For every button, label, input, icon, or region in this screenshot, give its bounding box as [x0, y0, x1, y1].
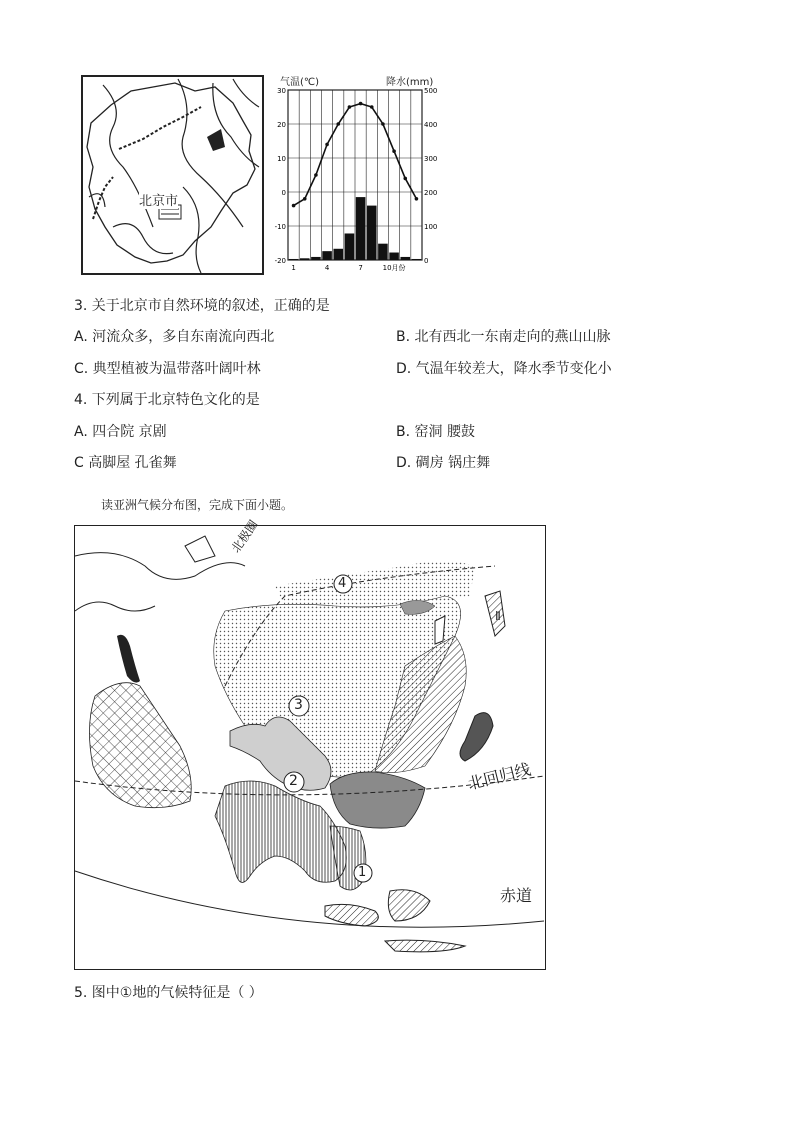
temperature-point: [370, 105, 374, 109]
question-4-option-d: D. 碉房 锅庄舞: [396, 455, 491, 471]
precipitation-tick-label: 0: [424, 257, 429, 265]
precipitation-bar: [400, 257, 410, 260]
zone-3-label: 3: [294, 697, 303, 713]
month-tick-label: 1: [291, 264, 296, 272]
zone-2-label: 2: [289, 773, 298, 789]
precipitation-bar: [289, 259, 299, 260]
precipitation-tick-label: 400: [424, 121, 438, 129]
temperature-point: [325, 143, 329, 147]
precipitation-axis-title: 降水(mm): [386, 77, 434, 88]
question-3-stem: 3. 关于北京市自然环境的叙述，正确的是: [74, 298, 330, 314]
temperature-point: [348, 105, 352, 109]
zone-4-label: 4: [338, 576, 347, 591]
temperature-axis-title: 气温(℃): [280, 77, 320, 88]
precipitation-bar: [389, 253, 399, 260]
roman-mark: Ⅱ: [495, 609, 501, 623]
precipitation-tick-label: 300: [424, 155, 438, 163]
temperature-point: [403, 177, 407, 181]
precipitation-tick-label: 500: [424, 87, 438, 95]
asia-climate-map: [74, 517, 546, 970]
question-3-option-b: B. 北有西北一东南走向的燕山山脉: [396, 329, 611, 345]
question-5-stem: 5. 图中①地的气候特征是（ ）: [74, 985, 263, 1001]
question-4-stem: 4. 下列属于北京特色文化的是: [74, 392, 260, 408]
temperature-point: [292, 204, 296, 208]
tropic-of-cancer-label: 北回归线: [465, 759, 533, 794]
precipitation-bar: [311, 257, 321, 260]
temperature-tick-label: 10: [277, 155, 286, 163]
climate-chart: [276, 70, 436, 282]
precipitation-bar: [367, 206, 377, 260]
temperature-point: [415, 197, 419, 201]
precipitation-bar: [322, 251, 332, 260]
precipitation-tick-label: 200: [424, 189, 438, 197]
precipitation-bar: [333, 249, 343, 260]
temperature-point: [359, 102, 363, 106]
temperature-point: [314, 173, 318, 177]
precipitation-bar: [345, 233, 355, 260]
month-tick-label: 4: [324, 264, 330, 272]
temperature-tick-label: 30: [277, 87, 286, 95]
beijing-map: [81, 75, 264, 275]
beijing-map-drawing: [83, 77, 262, 273]
question-4-option-a: A. 四合院 京剧: [74, 424, 167, 440]
question-3-option-d: D. 气温年较差大，降水季节变化小: [396, 361, 612, 377]
climate-chart-svg: [276, 70, 436, 282]
month-tick-label: 7: [358, 264, 363, 272]
map-intro: 读亚洲气候分布图，完成下面小题。: [101, 498, 294, 512]
precipitation-bar: [378, 244, 388, 260]
precipitation-bar: [356, 197, 366, 260]
precipitation-tick-label: 100: [424, 223, 438, 231]
question-3-option-c: C. 典型植被为温带落叶阔叶林: [74, 361, 261, 377]
temperature-point: [381, 122, 385, 126]
question-4-option-b: B. 窑洞 腰鼓: [396, 424, 475, 440]
question-3-option-a: A. 河流众多，多自东南流向西北: [74, 329, 275, 345]
precipitation-bar: [412, 259, 422, 260]
temperature-point: [303, 197, 307, 201]
temperature-point: [336, 122, 340, 126]
precipitation-bar: [300, 258, 310, 260]
asia-map-drawing: [75, 526, 544, 968]
equator-label: 赤道: [500, 886, 533, 905]
temperature-tick-label: -20: [274, 257, 286, 265]
city-label: 北京市: [139, 190, 178, 209]
arctic-circle-label: 北极圈: [228, 517, 261, 556]
question-4-option-c: C 高脚屋 孔雀舞: [74, 455, 177, 471]
temperature-tick-label: -10: [274, 223, 286, 231]
temperature-tick-label: 0: [281, 189, 286, 197]
zone-1-label: 1: [358, 865, 367, 880]
temperature-tick-label: 20: [277, 121, 286, 129]
month-tick-label: 10月份: [382, 264, 406, 272]
temperature-point: [392, 149, 396, 153]
